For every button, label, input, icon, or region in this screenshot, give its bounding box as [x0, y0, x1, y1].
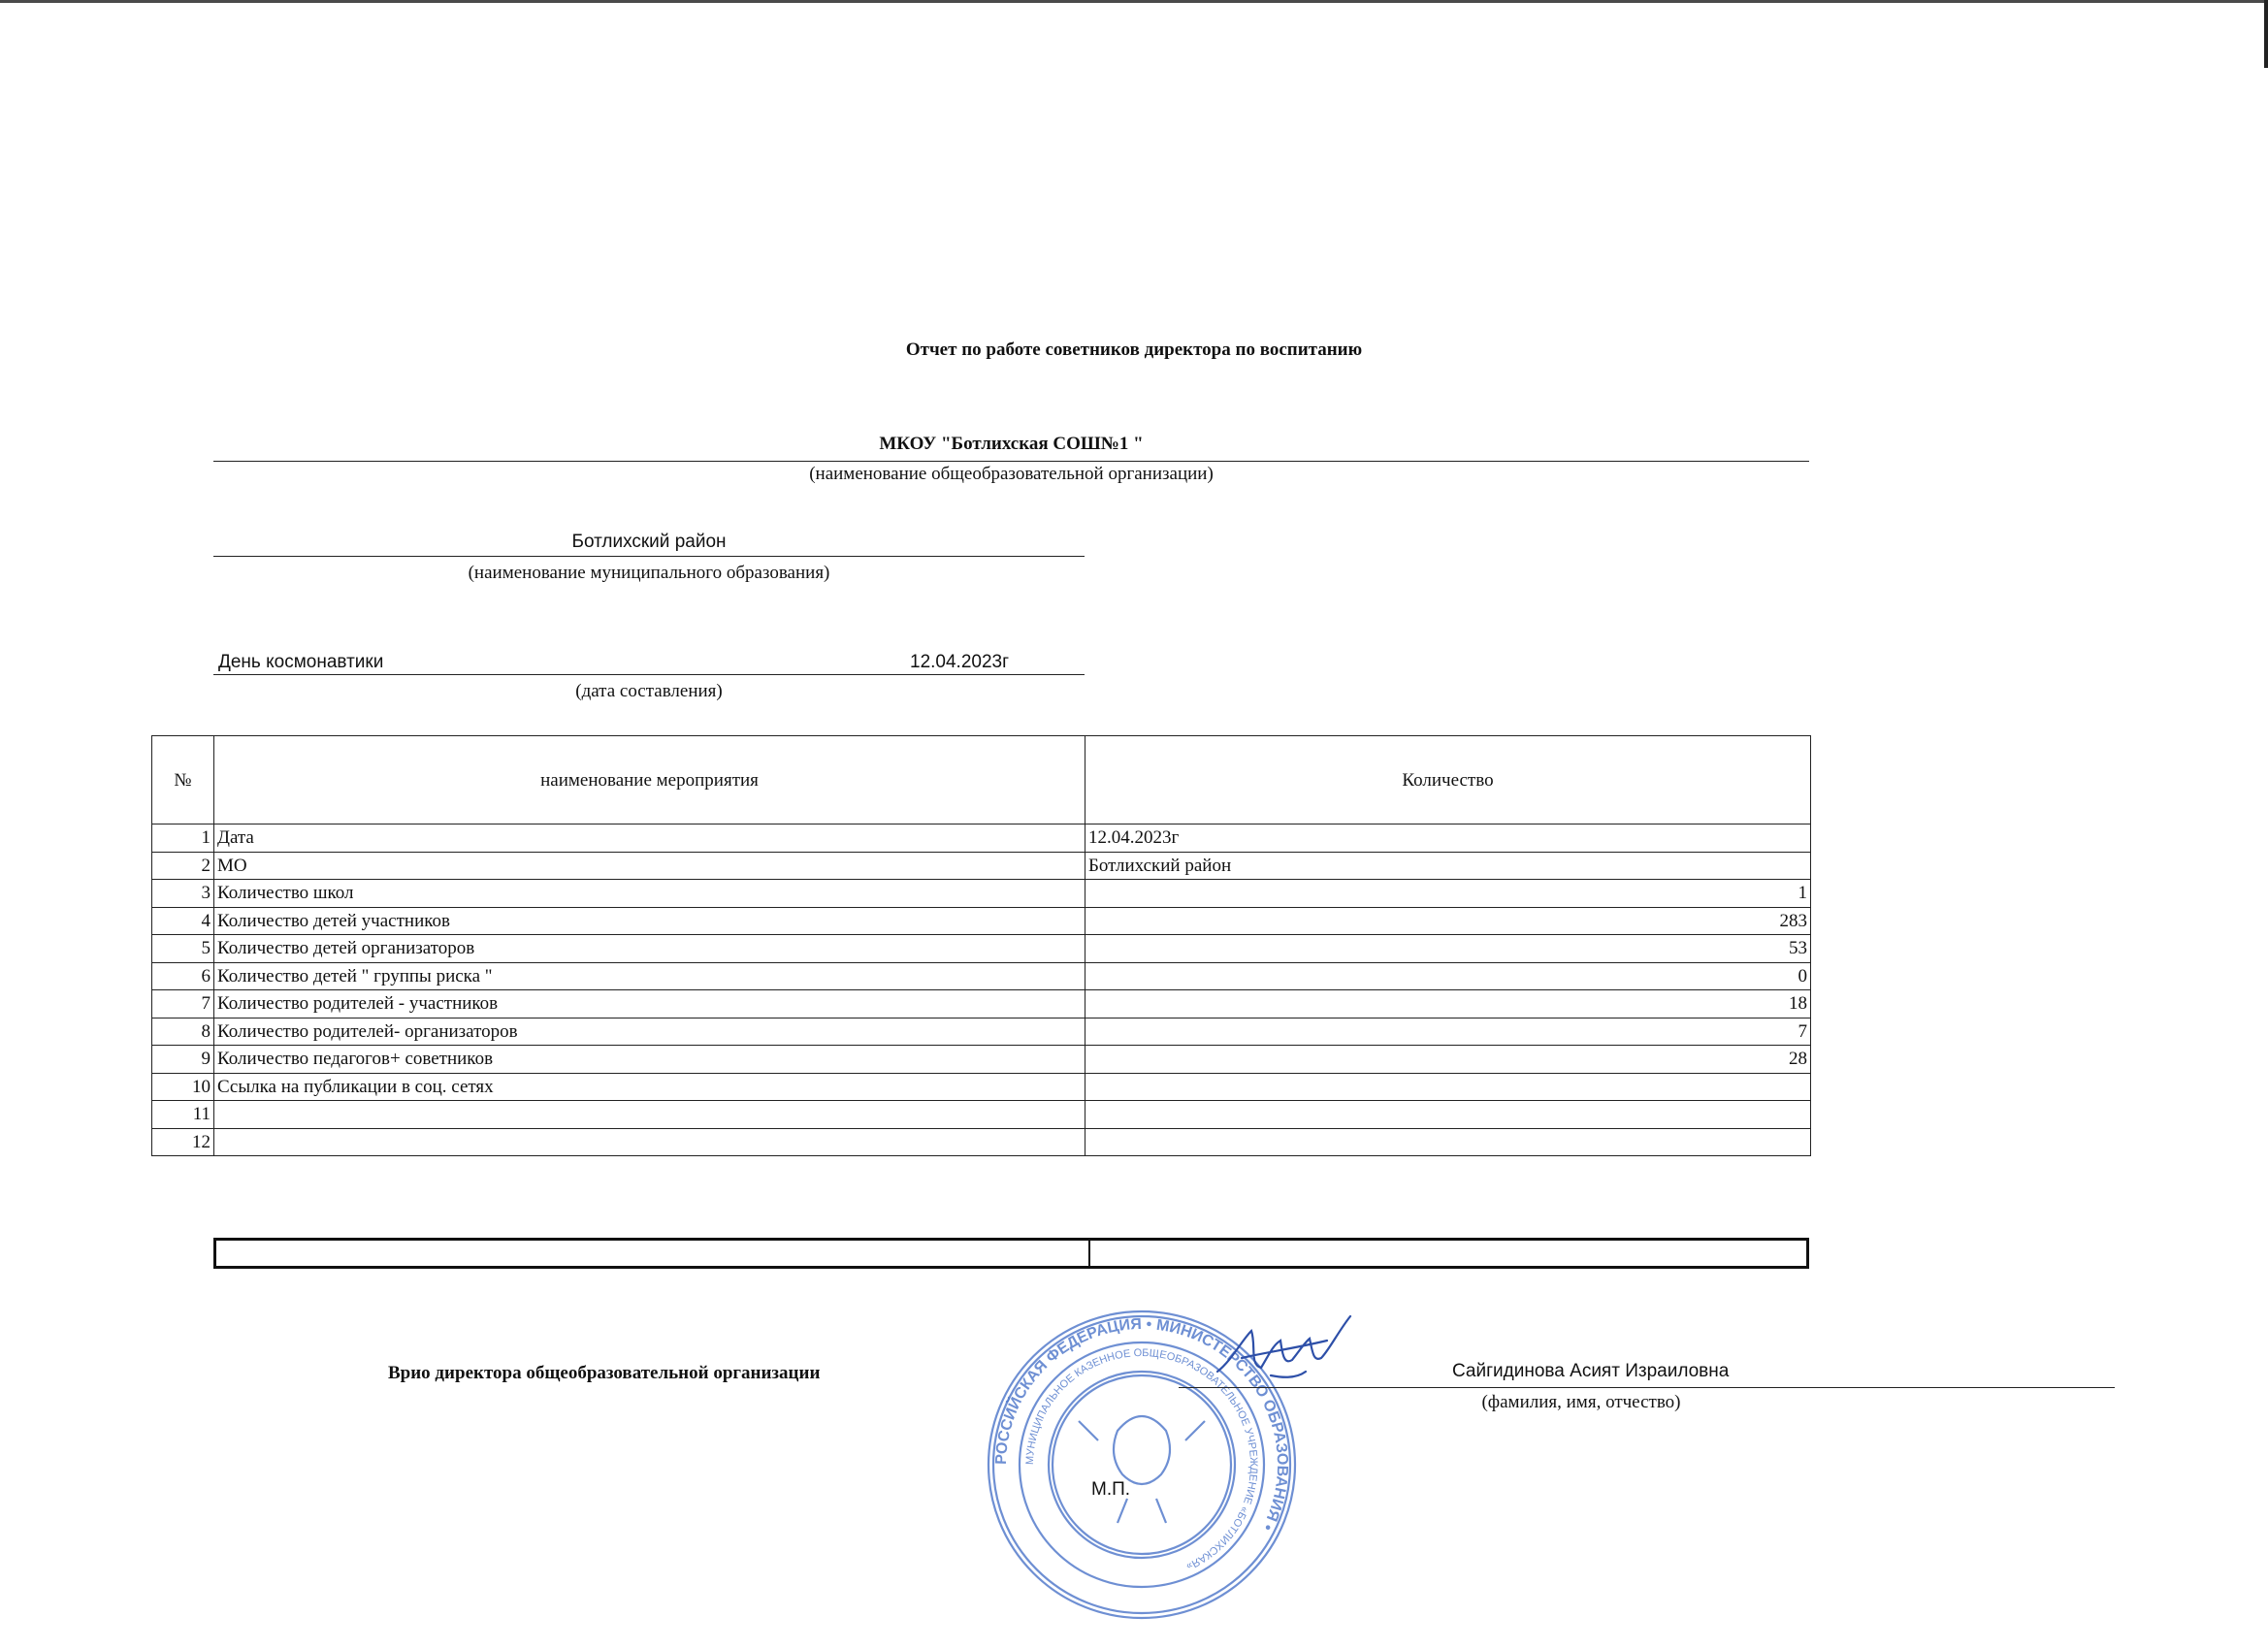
- event-date: 12.04.2023г: [910, 652, 1010, 672]
- report-table: [151, 735, 1811, 1156]
- row-number: 8: [152, 1018, 214, 1046]
- municipality-underline: [213, 556, 1085, 557]
- row-event-name: Дата: [214, 824, 1085, 853]
- table-row: [152, 907, 1811, 935]
- row-number: 4: [152, 907, 214, 935]
- event-underline: [213, 674, 1085, 675]
- signature-line: [1179, 1387, 2115, 1388]
- event-name: День космонавтики: [218, 652, 384, 672]
- table-row: [152, 824, 1811, 853]
- row-event-name: Ссылка на публикации в соц. сетях: [214, 1073, 1085, 1101]
- row-quantity: 53: [1085, 935, 1811, 963]
- table-body: [152, 824, 1811, 1156]
- table-row: [152, 880, 1811, 908]
- row-event-name: МО: [214, 852, 1085, 880]
- row-quantity: [1085, 1128, 1811, 1156]
- table-row: [152, 962, 1811, 990]
- empty-cell-left: [216, 1241, 1090, 1266]
- row-number: 7: [152, 990, 214, 1018]
- table-row: [152, 1101, 1811, 1129]
- row-event-name: Количество школ: [214, 880, 1085, 908]
- header-event: наименование мероприятия: [214, 736, 1085, 824]
- table-row: [152, 1046, 1811, 1074]
- row-quantity: 28: [1085, 1046, 1811, 1074]
- scan-top-edge: [0, 0, 2268, 3]
- row-event-name: Количество детей " группы риска ": [214, 962, 1085, 990]
- report-title: Отчет по работе советников директора по воспитанию: [905, 340, 1363, 360]
- table-row: [152, 1018, 1811, 1046]
- handwritten-signature: [1213, 1311, 1358, 1389]
- row-event-name: [214, 1128, 1085, 1156]
- signer-caption: (фамилия, имя, отчество): [1481, 1392, 1681, 1412]
- row-number: 3: [152, 880, 214, 908]
- stamp-inner-text: МУНИЦИПАЛЬНОЕ КАЗЕННОЕ ОБЩЕОБРАЗОВАТЕЛЬНОЕ УЧРЕЖДЕНИЕ «БОТЛИХСКАЯ»: [1023, 1346, 1260, 1572]
- row-event-name: [214, 1101, 1085, 1129]
- row-event-name: Количество родителей - участников: [214, 990, 1085, 1018]
- row-number: 12: [152, 1128, 214, 1156]
- organization-name: МКОУ "Ботлихская СОШ№1 ": [879, 434, 1144, 454]
- stamp-place-label: М.П.: [1091, 1479, 1131, 1500]
- municipality-caption: (наименование муниципального образования): [468, 563, 830, 583]
- row-event-name: Количество детей организаторов: [214, 935, 1085, 963]
- organization-underline: [213, 461, 1809, 462]
- row-quantity: 0: [1085, 962, 1811, 990]
- scan-right-edge: [2264, 0, 2268, 68]
- row-number: 1: [152, 824, 214, 853]
- header-quantity: Количество: [1085, 736, 1811, 824]
- row-event-name: Количество педагогов+ советников: [214, 1046, 1085, 1074]
- row-number: 9: [152, 1046, 214, 1074]
- table-row: [152, 990, 1811, 1018]
- row-quantity: [1085, 1101, 1811, 1129]
- row-number: 11: [152, 1101, 214, 1129]
- table-row: [152, 1128, 1811, 1156]
- row-quantity: [1085, 1073, 1811, 1101]
- municipality-name: Ботлихский район: [571, 532, 727, 552]
- row-quantity: Ботлихский район: [1085, 852, 1811, 880]
- row-quantity: 283: [1085, 907, 1811, 935]
- row-quantity: 1: [1085, 880, 1811, 908]
- row-number: 2: [152, 852, 214, 880]
- row-quantity: 12.04.2023г: [1085, 824, 1811, 853]
- empty-bottom-table: [213, 1238, 1809, 1269]
- row-number: 6: [152, 962, 214, 990]
- row-event-name: Количество родителей- организаторов: [214, 1018, 1085, 1046]
- row-number: 10: [152, 1073, 214, 1101]
- stamp-outer-text: РОССИЙСКАЯ ФЕДЕРАЦИЯ • МИНИСТЕРСТВО ОБРАЗОВАНИЯ •: [992, 1315, 1291, 1534]
- table-row: [152, 935, 1811, 963]
- header-number: №: [152, 736, 214, 824]
- table-header-row: [152, 736, 1811, 824]
- empty-cell-right: [1090, 1241, 1806, 1266]
- organization-caption: (наименование общеобразовательной организации): [809, 464, 1214, 484]
- date-caption: (дата составления): [575, 681, 723, 701]
- table-row: [152, 1073, 1811, 1101]
- table-row: [152, 852, 1811, 880]
- signer-name: Сайгидинова Асият Израиловна: [1452, 1361, 1730, 1381]
- row-quantity: 7: [1085, 1018, 1811, 1046]
- row-event-name: Количество детей участников: [214, 907, 1085, 935]
- row-number: 5: [152, 935, 214, 963]
- row-quantity: 18: [1085, 990, 1811, 1018]
- director-role-label: Врио директора общеобразовательной организации: [388, 1363, 821, 1383]
